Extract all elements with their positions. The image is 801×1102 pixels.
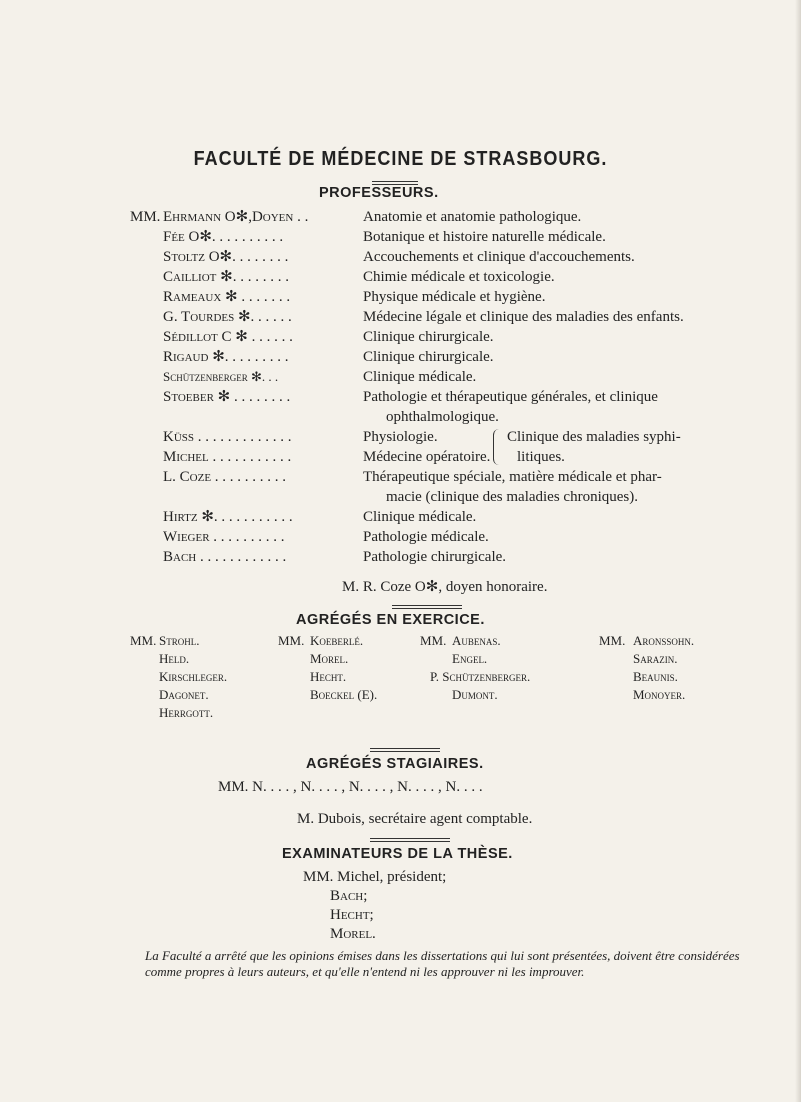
professor-subject: Physique médicale et hygiène.: [363, 289, 546, 305]
agreges-stagiaires-heading: AGRÉGÉS STAGIAIRES.: [306, 756, 484, 772]
professor-subject: Pathologie et thérapeutique générales, et clinique: [363, 389, 658, 405]
professor-name: G. Tourdes ✻. . . . . .: [163, 309, 292, 325]
professeurs-list: [163, 207, 763, 565]
professor-name: Küss . . . . . . . . . . . . .: [163, 429, 292, 445]
ornament-rule: [372, 181, 418, 185]
agrege-name: Boeckel (E).: [310, 687, 378, 702]
mm-label: MM.: [130, 633, 157, 648]
professor-subject-continued: ophthalmologique.: [386, 409, 499, 425]
page-edge-shadow: [795, 0, 801, 1102]
professor-subject: Clinique chirurgicale.: [363, 329, 494, 345]
agrege-name: P. Schützenberger.: [430, 669, 531, 684]
examinateur-line: MM. Michel, président;: [303, 869, 447, 885]
professor-name: Sédillot C ✻ . . . . . .: [163, 329, 293, 345]
agrege-name: Sarazin.: [633, 651, 678, 666]
professor-name: Bach . . . . . . . . . . . .: [163, 549, 287, 565]
examinateur-line: Bach;: [330, 888, 368, 904]
professor-name: Hirtz ✻. . . . . . . . . . .: [163, 509, 293, 525]
professor-name: Rigaud ✻. . . . . . . . .: [163, 349, 289, 365]
professor-name: Stoeber ✻ . . . . . . . .: [163, 389, 291, 405]
professor-subject: Clinique médicale.: [363, 369, 477, 385]
agrege-name: Held.: [159, 651, 190, 666]
professor-subject: Pathologie médicale.: [363, 529, 489, 545]
doyen-honoraire: M. R. Coze O✻, doyen honoraire.: [342, 579, 548, 595]
professor-name: Schützenberger ✻. . .: [163, 369, 279, 384]
professor-name: Ehrmann O✻,Doyen . .: [163, 209, 309, 225]
brace-glyph: [493, 429, 500, 465]
secretaire-line: M. Dubois, secrétaire agent comptable.: [297, 811, 533, 827]
faculty-title: FACULTÉ DE MÉDECINE DE STRASBOURG.: [193, 146, 608, 170]
mm-label: MM.: [130, 209, 161, 225]
professor-subject-continued: macie (clinique des maladies chroniques).: [386, 489, 638, 505]
agrege-name: Strohl.: [159, 633, 200, 648]
professor-subject: Clinique médicale.: [363, 509, 477, 525]
agrege-name: Monoyer.: [633, 687, 686, 702]
professor-name: Rameaux ✻ . . . . . . .: [163, 289, 291, 305]
mm-label: MM.: [599, 633, 626, 648]
agrege-name: Beaunis.: [633, 669, 678, 684]
agrege-name: Morel.: [310, 651, 349, 666]
mm-label: MM.: [420, 633, 447, 648]
professor-subject: Clinique chirurgicale.: [363, 349, 494, 365]
professor-subject: Médecine légale et clinique des maladies des enfants.: [363, 309, 684, 325]
professor-subject: Botanique et histoire naturelle médicale.: [363, 229, 606, 245]
agrege-name: Dumont.: [452, 687, 498, 702]
professeurs-heading: PROFESSEURS.: [319, 185, 439, 201]
professor-name: Cailliot ✻. . . . . . . .: [163, 269, 289, 285]
professor-name: Stoltz O✻. . . . . . . .: [163, 249, 289, 265]
ornament-rule: [370, 838, 450, 842]
agrege-name: Engel.: [452, 651, 488, 666]
faculty-disclaimer: La Faculté a arrêté que les opinions émises dans les dissertations qui lui sont présentées, doivent être considérées comme propres à leurs auteurs, et qu'elle n'entend ni les approuver ni les improuver.: [145, 948, 740, 979]
professor-name: L. Coze . . . . . . . . . .: [163, 469, 287, 485]
professor-subject: Accouchements et clinique d'accouchements.: [363, 249, 635, 265]
examinateur-line: Morel.: [330, 926, 376, 942]
agrege-name: Hecht.: [310, 669, 347, 684]
examinateurs-heading: EXAMINATEURS DE LA THÈSE.: [282, 846, 513, 862]
ornament-rule: [392, 605, 462, 609]
agreges-exercice-heading: AGRÉGÉS EN EXERCICE.: [296, 612, 485, 628]
professor-subject: Anatomie et anatomie pathologique.: [363, 209, 582, 225]
professor-subject: Chimie médicale et toxicologie.: [363, 269, 555, 285]
professor-subject: Thérapeutique spéciale, matière médicale et phar-: [363, 469, 662, 485]
professor-subject: Physiologie.: [363, 429, 438, 445]
agrege-name: Koeberlé.: [310, 633, 364, 648]
professor-name: Wieger . . . . . . . . . .: [163, 529, 285, 545]
shared-subject-line-2: litiques.: [517, 449, 565, 465]
mm-label: MM.: [278, 633, 305, 648]
professor-subject: Médecine opératoire.: [363, 449, 491, 465]
professor-subject: Pathologie chirurgicale.: [363, 549, 507, 565]
shared-subject-line-1: Clinique des maladies syphi-: [507, 429, 681, 445]
agrege-name: Herrgott.: [159, 705, 214, 720]
agrege-name: Aubenas.: [452, 633, 501, 648]
stagiaires-line: MM. N. . . . , N. . . . , N. . . . , N. . . . , N. . . .: [218, 779, 483, 795]
professor-name: Michel . . . . . . . . . . .: [163, 449, 292, 465]
agrege-name: Dagonet.: [159, 687, 209, 702]
agrege-name: Aronssohn.: [633, 633, 695, 648]
ornament-rule: [370, 748, 440, 752]
professor-name: Fée O✻. . . . . . . . . .: [163, 229, 284, 245]
examinateur-line: Hecht;: [330, 907, 374, 923]
agreges-table: [130, 633, 780, 733]
agrege-name: Kirschleger.: [159, 669, 228, 684]
